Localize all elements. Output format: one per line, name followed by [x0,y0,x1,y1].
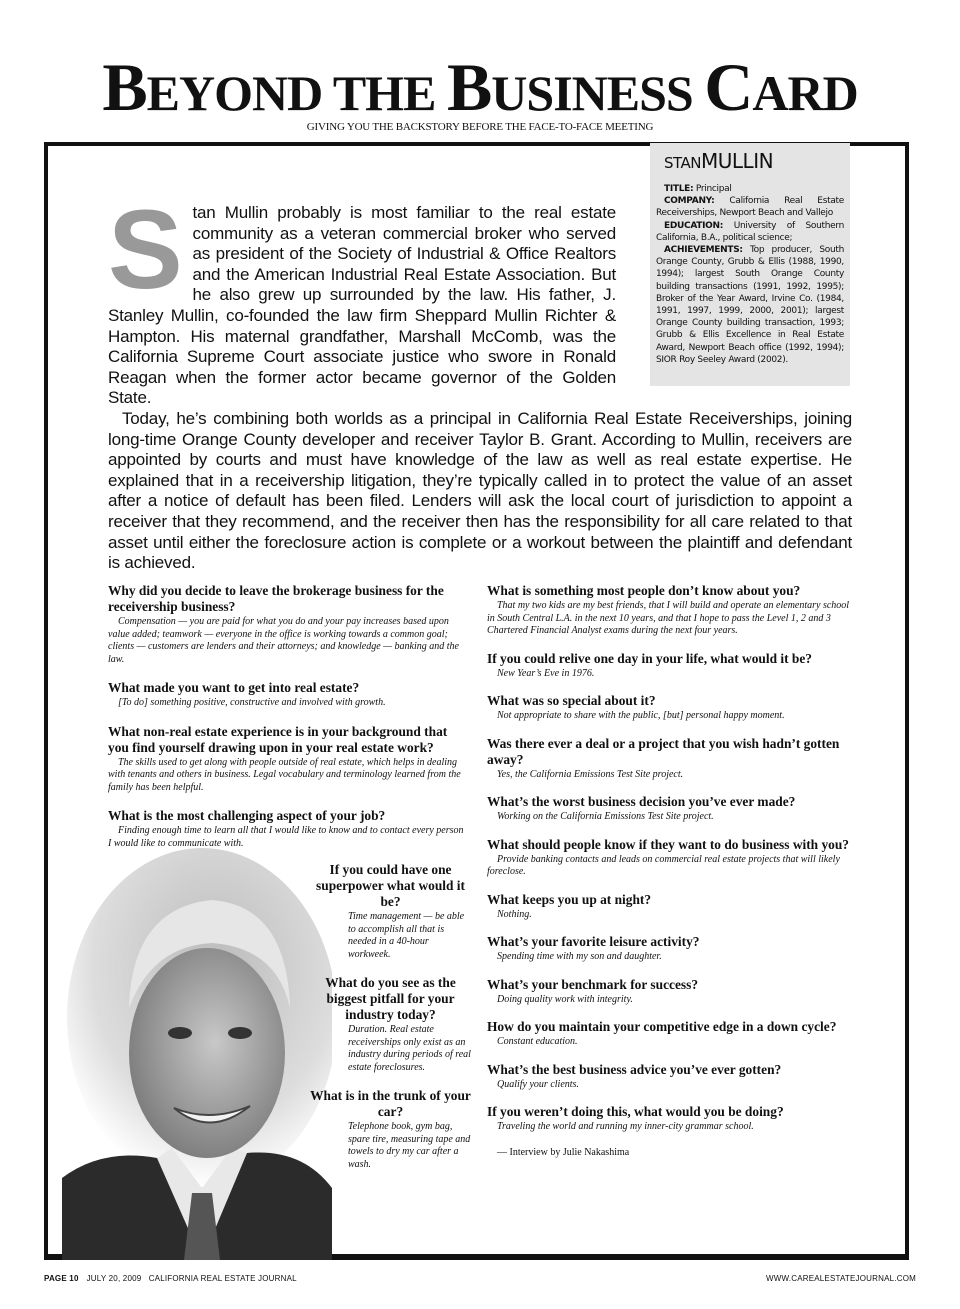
question: What non-real estate experience is in your background that you find yourself drawing upon in your real estate work? [108,723,448,755]
qa-item [487,1062,857,1092]
fact-achievements: ACHIEVEMENTS: Top producer, South Orange County, Grubb & Ellis (1988, 1990, 1994); largest South Orange County building transactions (1991, 1992, 1995); Broker of the Year Award, Irvine Co. (1984, 1991, 1997, 1999, 2000, 2001); largest Orange County building transaction, 1993; Grubb & Ellis Excellence in Real Estate Award, Newport Beach office (1992, 1994); SIOR Roy Seeley Award (2002). [656,245,844,365]
qa-item [487,1104,857,1134]
answer: That my two kids are my best friends, that I will build and operate an elementary school in South Central L.A. in the next 10 years, and that I hope to pass the Level 1, 2 and 3 Chartered Financial Analyst exams during the next four years. [487,600,850,636]
title-initial-1: B [102,49,147,125]
profile-first-name: STAN [664,154,702,172]
question: If you could relive one day in your life, what would it be? [487,650,812,666]
question: What is something most people don’t know about you? [487,583,801,598]
answer: Provide banking contacts and leads on commercial real estate projects that will likely foreclose. [487,853,840,877]
publication-name: CALIFORNIA REAL ESTATE JOURNAL [148,1274,297,1283]
portrait-photo [62,848,332,1260]
page-number: PAGE 10 [44,1274,79,1283]
answer: Qualify your clients. [497,1078,579,1090]
question: Why did you decide to leave the brokerage business for the receivership business? [108,583,444,614]
question: What is in the trunk of your car? [310,1088,471,1119]
fact-education: EDUCATION: University of Southern California, B.A., political science; [656,220,844,243]
question: What was so special about it? [487,693,656,708]
question: What do you see as the biggest pitfall for your industry today? [325,975,456,1022]
title-initial-2: B [446,49,492,125]
qa-item [108,808,468,850]
title-rest-2: USINESS [491,65,705,121]
profile-name [656,149,844,173]
question: What’s the worst business decision you’ve ever made? [487,794,796,809]
issue-date: JULY 20, 2009 [86,1274,142,1283]
qa-item [487,1019,857,1049]
qa-item [487,794,857,824]
qa-item [108,680,468,710]
fact-title: TITLE: Principal [664,184,732,194]
answer: Time management — be able to accomplish all that is needed in a 40-hour workweek. [348,911,465,960]
answer: Spending time with my son and daughter. [497,951,662,962]
question: What should people know if they want to do business with you? [487,836,850,852]
answer: Not appropriate to share with the public, [but] personal happy moment. [497,710,785,721]
answer: The skills used to get along with people outside of real estate, which helps in dealing with tenants and others in business. Legal vocabulary and terminology learned from the family has been helpful. [108,756,461,793]
answer: Yes, the California Emissions Test Site project. [497,768,684,780]
question: What is the most challenging aspect of your job? [108,808,386,823]
answer: Constant education. [497,1036,578,1047]
question: If you weren’t doing this, what would you be doing? [487,1104,784,1119]
question: If you could have one superpower what would it be? [316,862,465,909]
question: What keeps you up at night? [487,891,652,907]
answer: Working on the California Emissions Test Site project. [497,811,714,822]
qa-item [487,583,857,638]
qa-item [487,934,857,964]
qa-column-left [108,583,468,864]
qa-column-photo [308,862,473,1185]
qa-column-right [487,583,857,1158]
qa-item [308,975,473,1074]
fact-company: COMPANY: California Real Estate Receiverships, Newport Beach and Vallejo [656,196,844,219]
title-rest-3: ARD [752,65,858,121]
qa-item [487,651,857,681]
question: What’s the best business advice you’ve ever gotten? [487,1061,782,1077]
byline: — Interview by Julie Nakashima [497,1146,630,1158]
qa-item [487,892,857,922]
answer: Duration. Real estate receiverships only exist as an industry during periods of real estate foreclosures. [348,1024,471,1073]
answer: Nothing. [497,908,532,920]
intro-paragraph-1: Stan Mullin probably is most familiar to the real estate community as a veteran commercial broker who served as president of the Society of Industrial & Office Realtors and the American Industrial Real Estate Association. But he also grew up surrounded by the law. His father, J. Stanley Mullin, co-founded the law firm Sheppard Mullin Richter & Hampton. His maternal grandfather, Marshall McComb, was the California Supreme Court associate justice who swore in Ronald Reagan when the former actor became governor of the Golden State. [108,187,616,408]
qa-item [487,837,857,879]
title-rest-1: EYOND THE [146,65,447,121]
question: Was there ever a deal or a project that you wish hadn’t gotten away? [487,735,840,767]
answer: Compensation — you are paid for what you do and your pay increases based upon value added; teamwork — everyone in the office is working towards a common goal; clients — customers are lenders and their attorneys; and knowledge — banking and the law. [108,616,459,665]
footer-url: WWW.CAREALESTATEJOURNAL.COM [765,1274,916,1283]
question: What’s your favorite leisure activity? [487,934,700,949]
intro-paragraph-2: Today, he’s combining both worlds as a principal in California Real Estate Receiverships, joining long-time Orange County developer and receiver Taylor B. Grant. According to Mullin, receivers are appointed by courts and must have knowledge of the law as well as real estate expertise. He explained that in a receivership litigation, they’re typically called in to protect the value of an asset after a notice of default has been filed. Lenders will ask the local court of jurisdiction to appoint a receiver that they recommend, and the receiver then has the responsibility for all care related to that asset until either the foreclosure action is complete or a workout between the plaintiff and defendant is achieved. [108,408,852,573]
answer: Traveling the world and running my inner-city grammar school. [497,1121,754,1132]
profile-last-name: MULLIN [701,149,774,173]
drop-cap: S [108,187,183,312]
answer: Telephone book, gym bag, spare tire, measuring tape and towels to dry my car after a wash. [348,1121,471,1170]
question: How do you maintain your competitive edge in a down cycle? [487,1019,837,1034]
footer-left [44,1274,297,1283]
masthead-title [0,49,960,128]
answer: [To do] something positive, constructive and involved with growth. [118,697,386,708]
qa-item [487,693,857,723]
qa-item [108,724,468,795]
answer: New Year’s Eve in 1976. [497,667,595,679]
qa-item [487,736,857,782]
question: What made you want to get into real estate? [108,680,360,695]
question: What’s your benchmark for success? [487,976,699,992]
qa-item [308,862,473,961]
masthead-subtitle: GIVING YOU THE BACKSTORY BEFORE THE FACE-TO-FACE MEETING [306,121,654,133]
qa-item [308,1088,473,1171]
title-initial-3: C [704,49,753,125]
qa-item [108,583,468,666]
answer: Doing quality work with integrity. [497,993,633,1005]
answer: Finding enough time to learn all that I would like to know and to contact every person I would like to communicate with. [108,825,464,849]
qa-item [487,977,857,1007]
